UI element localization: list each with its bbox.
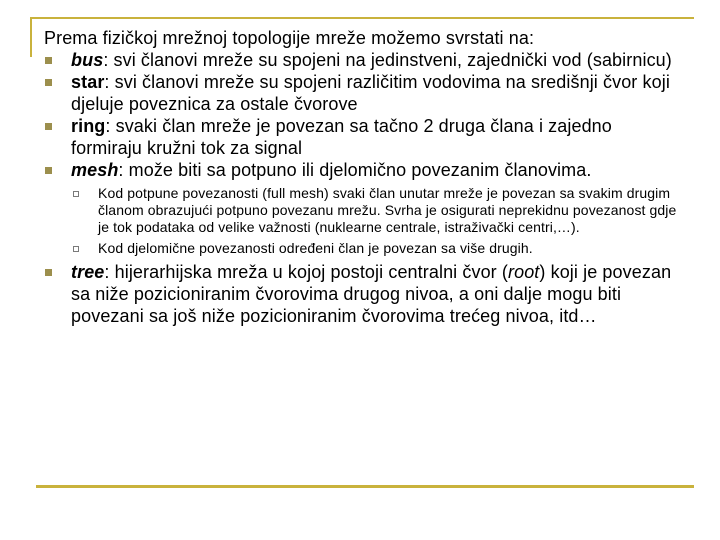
desc-mesh: : može biti sa potpuno ili djelomično povezanim članovima. [118,160,592,180]
sub-item-text: Kod djelomične povezanosti određeni član je povezan sa više drugih. [98,240,533,256]
hollow-square-bullet-icon [73,191,79,197]
sub-item-text: Kod potpune povezanosti (full mesh) svaki član unutar mreže je povezan sa svakim drugim članom obrazujući potpuno povezanu mrežu. Svrha je osigurati neprekidnu povezanost gdje je tok podataka od velike važnosti (nuklearne centrale, istraživački centri,…). [98,185,677,235]
frame-bottom-line [36,485,694,488]
list-item-tree [44,261,684,327]
sub-item-full-mesh [71,185,684,236]
square-bullet-icon [45,167,52,174]
term-star: star [71,72,105,92]
list-item-star [44,71,684,115]
term-mesh: mesh [71,160,119,180]
square-bullet-icon [45,79,52,86]
frame-left-line [30,17,32,57]
list-item-mesh [44,159,684,257]
hollow-square-bullet-icon [73,246,79,252]
term-tree: tree [71,262,105,282]
desc-star: : svi članovi mreže su spojeni različitim vodovima na središnji čvor koji djeluje poveznica za ostale čvorove [71,72,670,114]
desc-tree-part2: ) koji je povezan sa niže pozicioniranim čvorovima drugog nivoa, a oni dalje mogu biti povezani sa još niže pozicioniranim čvorovima trećeg nivoa, itd… [71,262,672,326]
square-bullet-icon [45,269,52,276]
list-item-ring [44,115,684,159]
desc-bus: : svi članovi mreže su spojeni na jedinstveni, zajednički vod (sabirnicu) [103,50,672,70]
term-root: root [507,262,540,282]
mesh-sub-list [71,185,684,257]
term-ring: ring [71,116,106,136]
term-bus: bus [71,50,104,70]
intro-text: Prema fizičkoj mrežnoj topologije mreže možemo svrstati na: [44,28,535,48]
frame-top-line [30,17,694,19]
square-bullet-icon [45,123,52,130]
sub-item-partial-mesh [71,240,684,257]
topology-list [44,49,684,327]
desc-ring: : svaki član mreže je povezan sa tačno 2 druga člana i zajedno formiraju kružni tok za signal [71,116,612,158]
desc-tree-part1: : hijerarhijska mreža u kojoj postoji centralni čvor ( [104,262,508,282]
slide-content [44,27,684,327]
square-bullet-icon [45,57,52,64]
list-item-bus [44,49,684,71]
